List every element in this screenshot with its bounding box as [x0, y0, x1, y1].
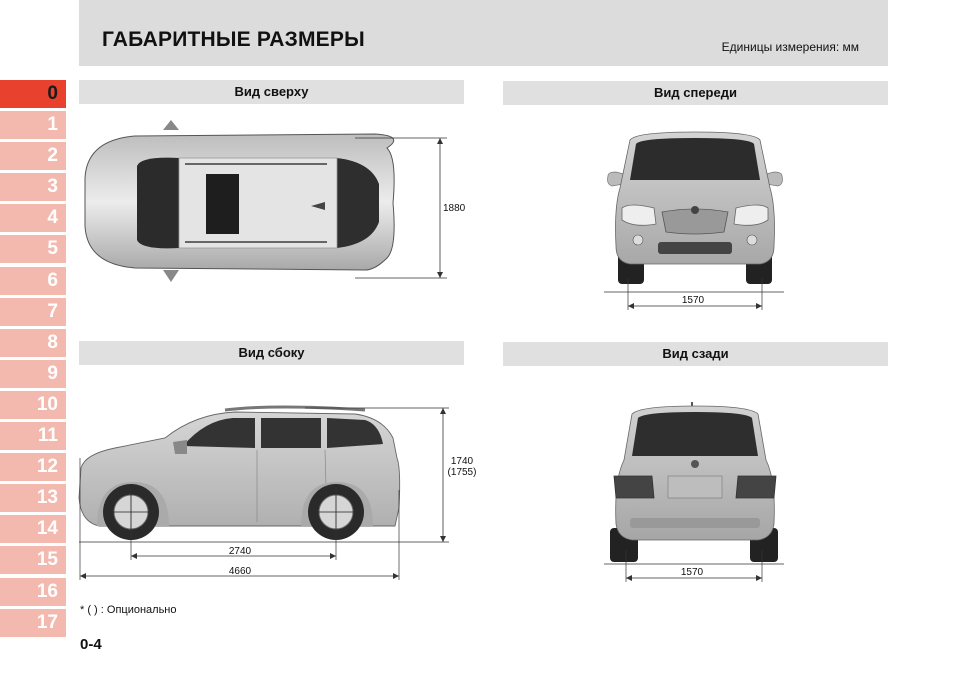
side-height-dimension	[444, 456, 480, 478]
page-number: 0-4	[80, 636, 102, 653]
chapter-tab-10[interactable]: 10	[0, 391, 66, 419]
front-view-title: Вид спереди	[503, 81, 888, 105]
chapter-tabs	[0, 80, 66, 640]
chapter-tab-17[interactable]: 17	[0, 609, 66, 637]
chapter-tab-15[interactable]: 15	[0, 546, 66, 574]
car-top-view-drawing	[75, 118, 465, 293]
side-view-title: Вид сбоку	[79, 341, 464, 365]
front-track-dimension: 1570	[681, 295, 705, 306]
chapter-tab-2[interactable]: 2	[0, 142, 66, 170]
wheelbase-dimension: 2740	[228, 546, 252, 557]
chapter-tab-13[interactable]: 13	[0, 484, 66, 512]
footnote: * ( ) : Опционально	[80, 604, 177, 616]
chapter-tab-11[interactable]: 11	[0, 422, 66, 450]
chapter-tab-6[interactable]: 6	[0, 267, 66, 295]
page-title: ГАБАРИТНЫЕ РАЗМЕРЫ	[102, 28, 365, 51]
chapter-tab-12[interactable]: 12	[0, 453, 66, 481]
chapter-tab-9[interactable]: 9	[0, 360, 66, 388]
chapter-tab-5[interactable]: 5	[0, 235, 66, 263]
rear-view-title: Вид сзади	[503, 342, 888, 366]
rear-track-dimension: 1570	[680, 567, 704, 578]
units-note: Единицы измерения: мм	[721, 40, 859, 54]
car-front-view-drawing	[600, 128, 790, 313]
page-header	[79, 0, 888, 66]
chapter-tab-16[interactable]: 16	[0, 578, 66, 606]
top-view-title: Вид сверху	[79, 80, 464, 104]
height-value: 1740	[450, 456, 474, 467]
chapter-tab-14[interactable]: 14	[0, 515, 66, 543]
car-rear-view-drawing	[600, 400, 790, 585]
chapter-tab-8[interactable]: 8	[0, 329, 66, 357]
chapter-tab-0[interactable]: 0	[0, 80, 66, 108]
chapter-tab-4[interactable]: 4	[0, 204, 66, 232]
height-optional-value: (1755)	[447, 467, 477, 478]
chapter-tab-7[interactable]: 7	[0, 298, 66, 326]
chapter-tab-3[interactable]: 3	[0, 173, 66, 201]
length-dimension: 4660	[228, 566, 252, 577]
top-width-dimension: 1880	[443, 203, 466, 214]
chapter-tab-1[interactable]: 1	[0, 111, 66, 139]
